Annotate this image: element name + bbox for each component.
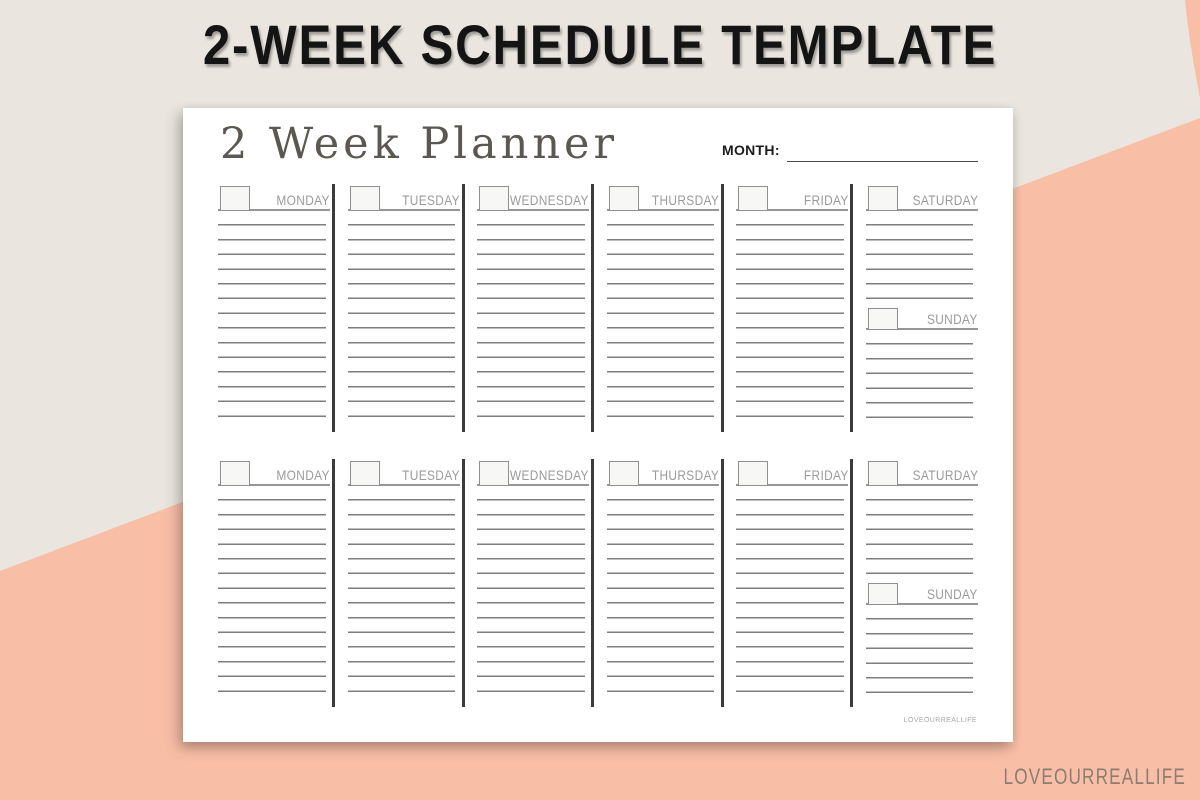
day-header — [866, 460, 978, 486]
column-divider — [721, 459, 724, 707]
day-header — [866, 185, 978, 211]
day-header — [348, 185, 460, 211]
ruled-lines — [218, 211, 326, 417]
ruled-lines — [348, 211, 456, 417]
corner-peach-sliver — [1184, 0, 1200, 100]
month-fill-in-line — [787, 144, 978, 162]
column-divider — [591, 184, 594, 432]
ruled-lines — [736, 486, 844, 692]
week-row-1 — [218, 185, 978, 425]
brand-watermark: LOVEOURREALLIFE — [1003, 764, 1186, 789]
date-box — [609, 461, 639, 486]
day-header — [607, 460, 719, 486]
day-header — [477, 460, 589, 486]
ruled-lines — [607, 486, 715, 692]
planner-title: 2 Week Planner — [220, 119, 619, 169]
ruled-lines — [866, 605, 974, 694]
page-title: 2-WEEK SCHEDULE TEMPLATE — [202, 13, 998, 76]
column-divider — [850, 459, 853, 707]
day-label: FRIDAY — [803, 467, 849, 483]
column-divider — [332, 459, 335, 707]
sheet-watermark: LOVEOURREALLIFE — [903, 717, 977, 724]
day-label: THURSDAY — [651, 467, 719, 483]
date-box — [738, 461, 768, 486]
day-label: SATURDAY — [912, 467, 978, 483]
date-box — [479, 186, 509, 211]
date-box — [350, 186, 380, 211]
day-column-thursday — [607, 460, 719, 700]
day-label: SUNDAY — [927, 586, 978, 602]
day-column-wednesday — [477, 185, 589, 425]
date-box — [868, 308, 898, 330]
planner-sheet — [183, 108, 1013, 742]
day-label: MONDAY — [276, 192, 330, 208]
day-label: TUESDAY — [401, 467, 460, 483]
day-header — [736, 460, 848, 486]
date-box — [738, 186, 768, 211]
ruled-lines — [348, 486, 456, 692]
column-divider — [850, 184, 853, 432]
ruled-lines — [607, 211, 715, 417]
ruled-lines — [477, 486, 585, 692]
day-column-wednesday — [477, 460, 589, 700]
day-column-friday — [736, 185, 848, 425]
sunday-header — [866, 583, 978, 605]
date-box — [868, 186, 898, 211]
day-column-saturday-sunday — [866, 185, 978, 425]
day-label: WEDNESDAY — [510, 467, 590, 483]
day-column-monday — [218, 460, 330, 700]
day-column-saturday-sunday — [866, 460, 978, 700]
day-column-tuesday — [348, 185, 460, 425]
day-label: SUNDAY — [927, 311, 978, 327]
day-header — [607, 185, 719, 211]
date-box — [220, 186, 250, 211]
column-divider — [332, 184, 335, 432]
day-label: MONDAY — [276, 467, 330, 483]
day-label: TUESDAY — [401, 192, 460, 208]
sunday-header — [866, 308, 978, 330]
week-row-2 — [218, 460, 978, 700]
day-header — [218, 185, 330, 211]
column-divider — [591, 459, 594, 707]
date-box — [350, 461, 380, 486]
day-header — [348, 460, 460, 486]
ruled-lines — [218, 486, 326, 692]
day-label: FRIDAY — [803, 192, 849, 208]
ruled-lines — [736, 211, 844, 417]
date-box — [609, 186, 639, 211]
column-divider — [462, 459, 465, 707]
ruled-lines — [866, 330, 974, 419]
date-box — [868, 461, 898, 486]
day-header — [736, 185, 848, 211]
date-box — [868, 583, 898, 605]
ruled-lines — [477, 211, 585, 417]
date-box — [220, 461, 250, 486]
column-divider — [721, 184, 724, 432]
day-column-thursday — [607, 185, 719, 425]
ruled-lines — [866, 211, 974, 300]
day-header — [218, 460, 330, 486]
ruled-lines — [866, 486, 974, 575]
day-label: THURSDAY — [651, 192, 719, 208]
day-label: SATURDAY — [912, 192, 978, 208]
date-box — [479, 461, 509, 486]
day-column-monday — [218, 185, 330, 425]
day-column-tuesday — [348, 460, 460, 700]
day-header — [477, 185, 589, 211]
month-label: MONTH: — [722, 142, 780, 158]
column-divider — [462, 184, 465, 432]
day-label: WEDNESDAY — [510, 192, 590, 208]
day-column-friday — [736, 460, 848, 700]
